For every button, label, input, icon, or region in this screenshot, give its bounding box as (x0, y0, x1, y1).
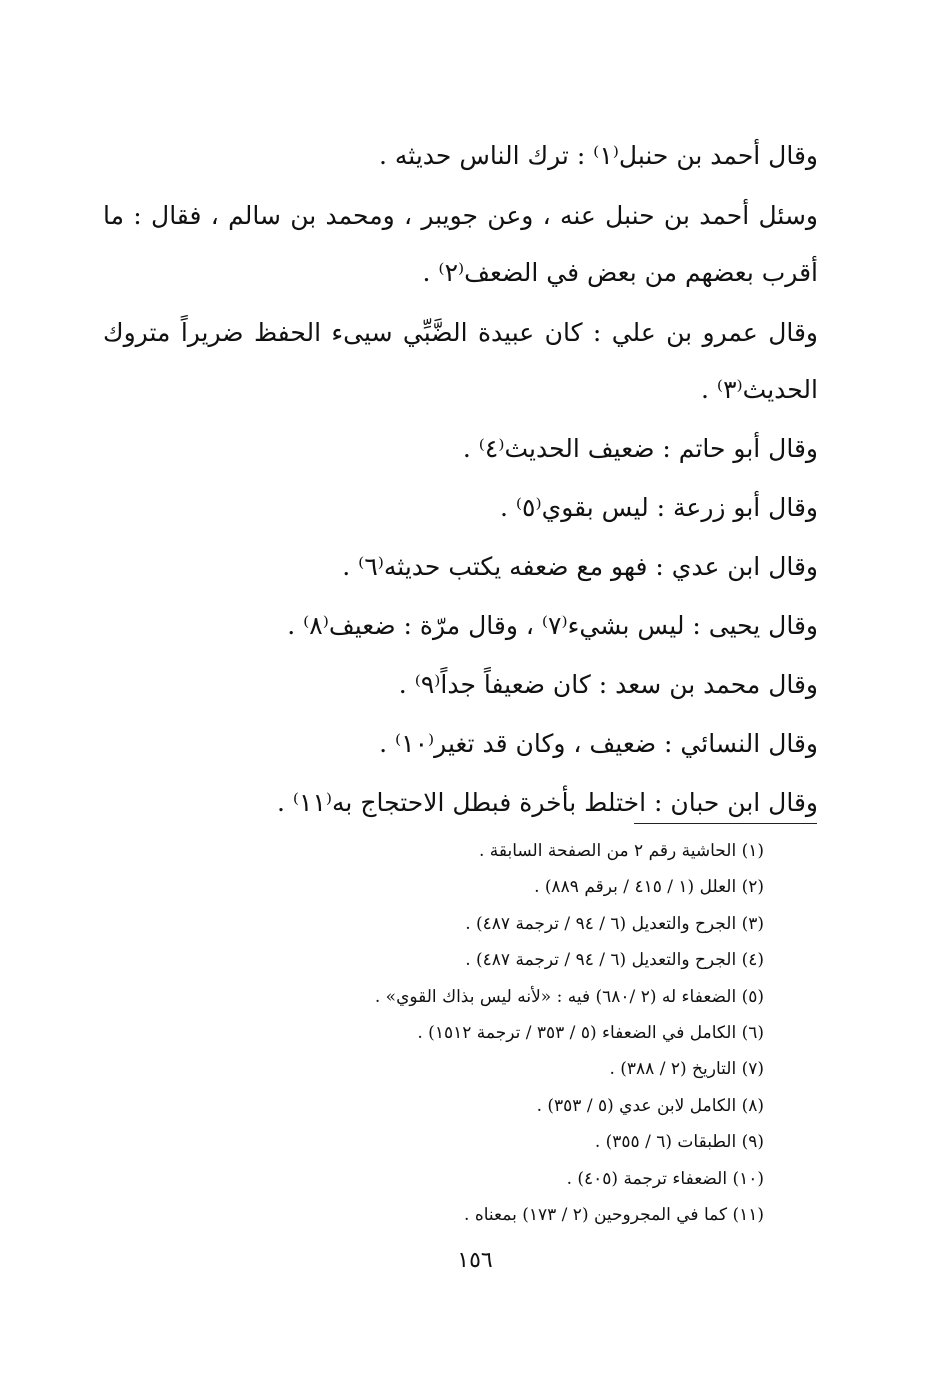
footnotes (204, 833, 764, 1233)
paragraph-abu-hatim: وقال أبو حاتم : ضعيف الحديث⁽٤⁾ . (462, 434, 818, 463)
footnote: (٩) الطبقات (٦ / ٣٥٥) . (594, 1132, 764, 1153)
footnote: (٨) الكامل لابن عدي (٥ / ٣٥٣) . (536, 1095, 764, 1116)
footnote-divider (634, 823, 817, 824)
paragraph-ibn-hibban: وقال ابن حبان : اختلط بأخرة فبطل الاحتجاج به⁽١١⁾ . (276, 788, 818, 817)
footnote: (٥) الضعفاء له (٢ /٦٨٠) فيه : «لأنه ليس بذاك القوي» . (374, 986, 764, 1007)
footnote: (٦) الكامل في الضعفاء (٥ / ٣٥٣ / ترجمة ١٥١٢) . (417, 1023, 764, 1044)
paragraph-yahya: وقال يحيى : ليس بشيء⁽٧⁾ ، وقال مرّة : ضعيف⁽٨⁾ . (287, 611, 818, 640)
footnote: (٧) التاريخ (٢ / ٣٨٨) . (609, 1059, 764, 1080)
paragraph-abu-zura: وقال أبو زرعة : ليس بقوي⁽٥⁾ . (500, 493, 818, 522)
footnote: (١١) كما في المجروحين (٢ / ١٧٣) بمعناه . (464, 1205, 764, 1226)
paragraph-ahmad: وقال أحمد بن حنبل⁽١⁾ : ترك الناس حديثه . (379, 141, 818, 170)
paragraph-nasai: وقال النسائي : ضعيف ، وكان قد تغير⁽١٠⁾ . (379, 729, 818, 758)
paragraph-amr: وقال عمرو بن علي : كان عبيدة الضَّبِّي سيىء الحفظ ضريراً متروك الحديث⁽٣⁾ . (103, 318, 818, 404)
paragraph-ibn-sad: وقال محمد بن سعد : كان ضعيفاً جداً⁽٩⁾ . (398, 670, 818, 699)
footnote: (٢) العلل (١ / ٤١٥ / برقم ٨٨٩) . (534, 877, 764, 898)
paragraph-ahmad-question: وسئل أحمد بن حنبل عنه ، وعن جويبر ، ومحمد بن سالم ، فقال : ما أقرب بعضهم من بعض في الضعف⁽٢⁾ . (103, 201, 818, 287)
page-number: ١٥٦ (457, 1248, 493, 1273)
paragraph-ibn-adi: وقال ابن عدي : فهو مع ضعفه يكتب حديثه⁽٦⁾ . (342, 552, 818, 581)
footnote: (١٠) الضعفاء ترجمة (٤٠٥) . (566, 1168, 764, 1189)
footnote: (١) الحاشية رقم ٢ من الصفحة السابقة . (478, 841, 764, 861)
footnote: (٣) الجرح والتعديل (٦ / ٩٤ / ترجمة ٤٨٧) . (465, 913, 764, 934)
main-text (103, 128, 818, 831)
footnote: (٤) الجرح والتعديل (٦ / ٩٤ / ترجمة ٤٨٧) . (465, 950, 764, 971)
